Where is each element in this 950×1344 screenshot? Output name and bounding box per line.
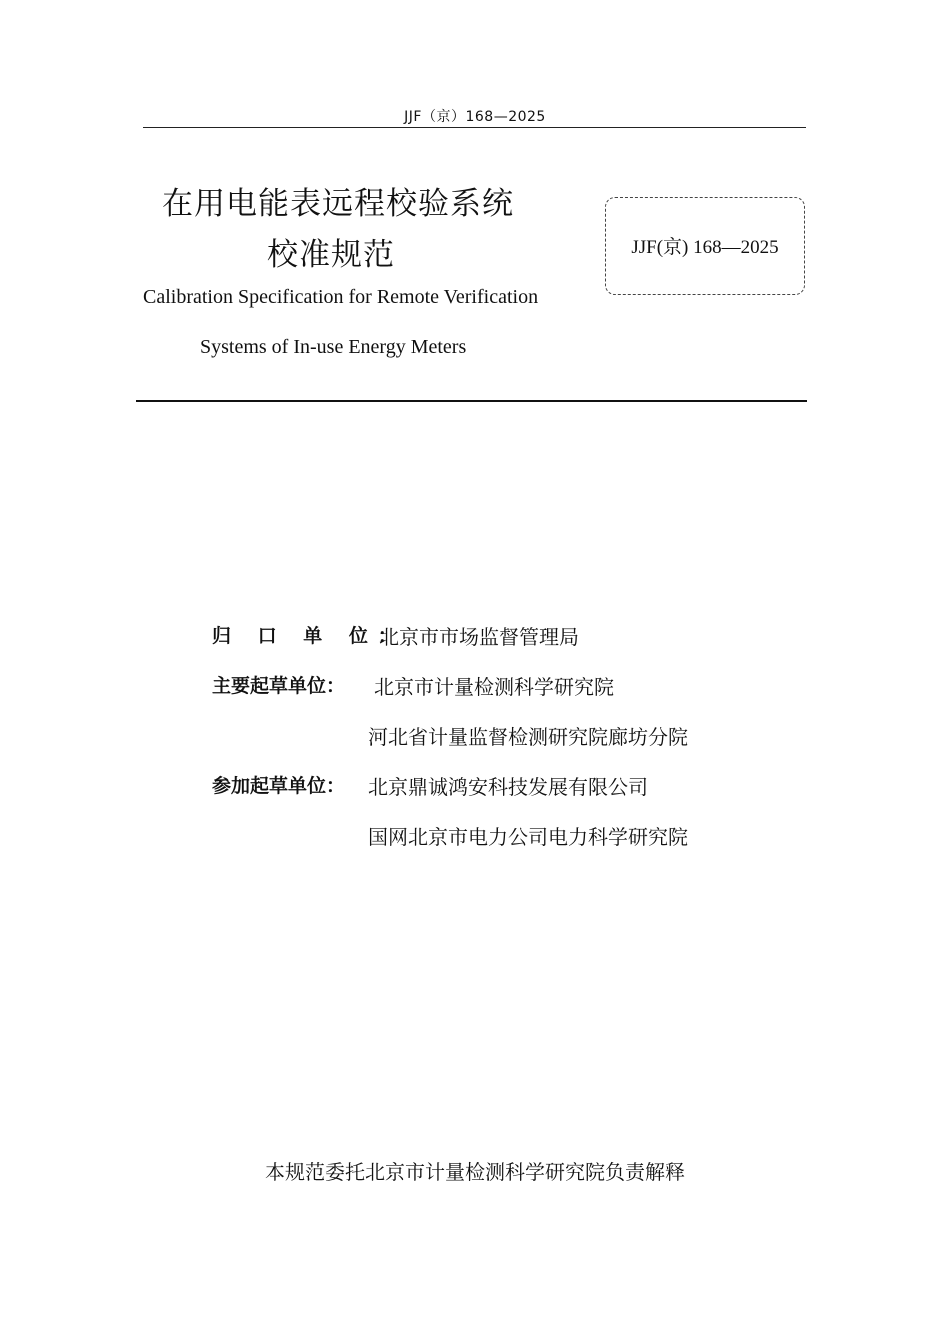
header-standard-code: JJF（京）168—2025 xyxy=(404,109,546,125)
english-title-line-1: Calibration Specification for Remote Verification xyxy=(143,286,539,308)
title-divider xyxy=(136,400,807,402)
header-divider xyxy=(143,127,806,128)
interpretation-note: 本规范委托北京市计量检测科学研究院负责解释 xyxy=(265,1160,685,1184)
chinese-title-line-1: 在用电能表远程校验系统 xyxy=(162,186,514,222)
participant-drafter-1: 北京鼎诚鸿安科技发展有限公司 xyxy=(368,775,648,799)
participant-drafter-2: 国网北京市电力公司电力科学研究院 xyxy=(368,825,688,849)
main-drafter-1: 北京市计量检测科学研究院 xyxy=(374,675,614,699)
standard-code-box xyxy=(605,197,805,295)
main-drafter-label: 主要起草单位： xyxy=(212,675,346,697)
responsible-unit-label: 归 口 单 位： xyxy=(212,625,407,647)
english-title-line-2: Systems of In-use Energy Meters xyxy=(200,336,467,358)
chinese-title-line-2: 校准规范 xyxy=(267,237,395,273)
participant-drafter-label: 参加起草单位： xyxy=(212,775,346,797)
standard-code-box-text: JJF(京) 168—2025 xyxy=(631,237,779,258)
main-drafter-2: 河北省计量监督检测研究院廊坊分院 xyxy=(368,725,688,749)
responsible-unit-value: 北京市市场监督管理局 xyxy=(379,625,579,649)
